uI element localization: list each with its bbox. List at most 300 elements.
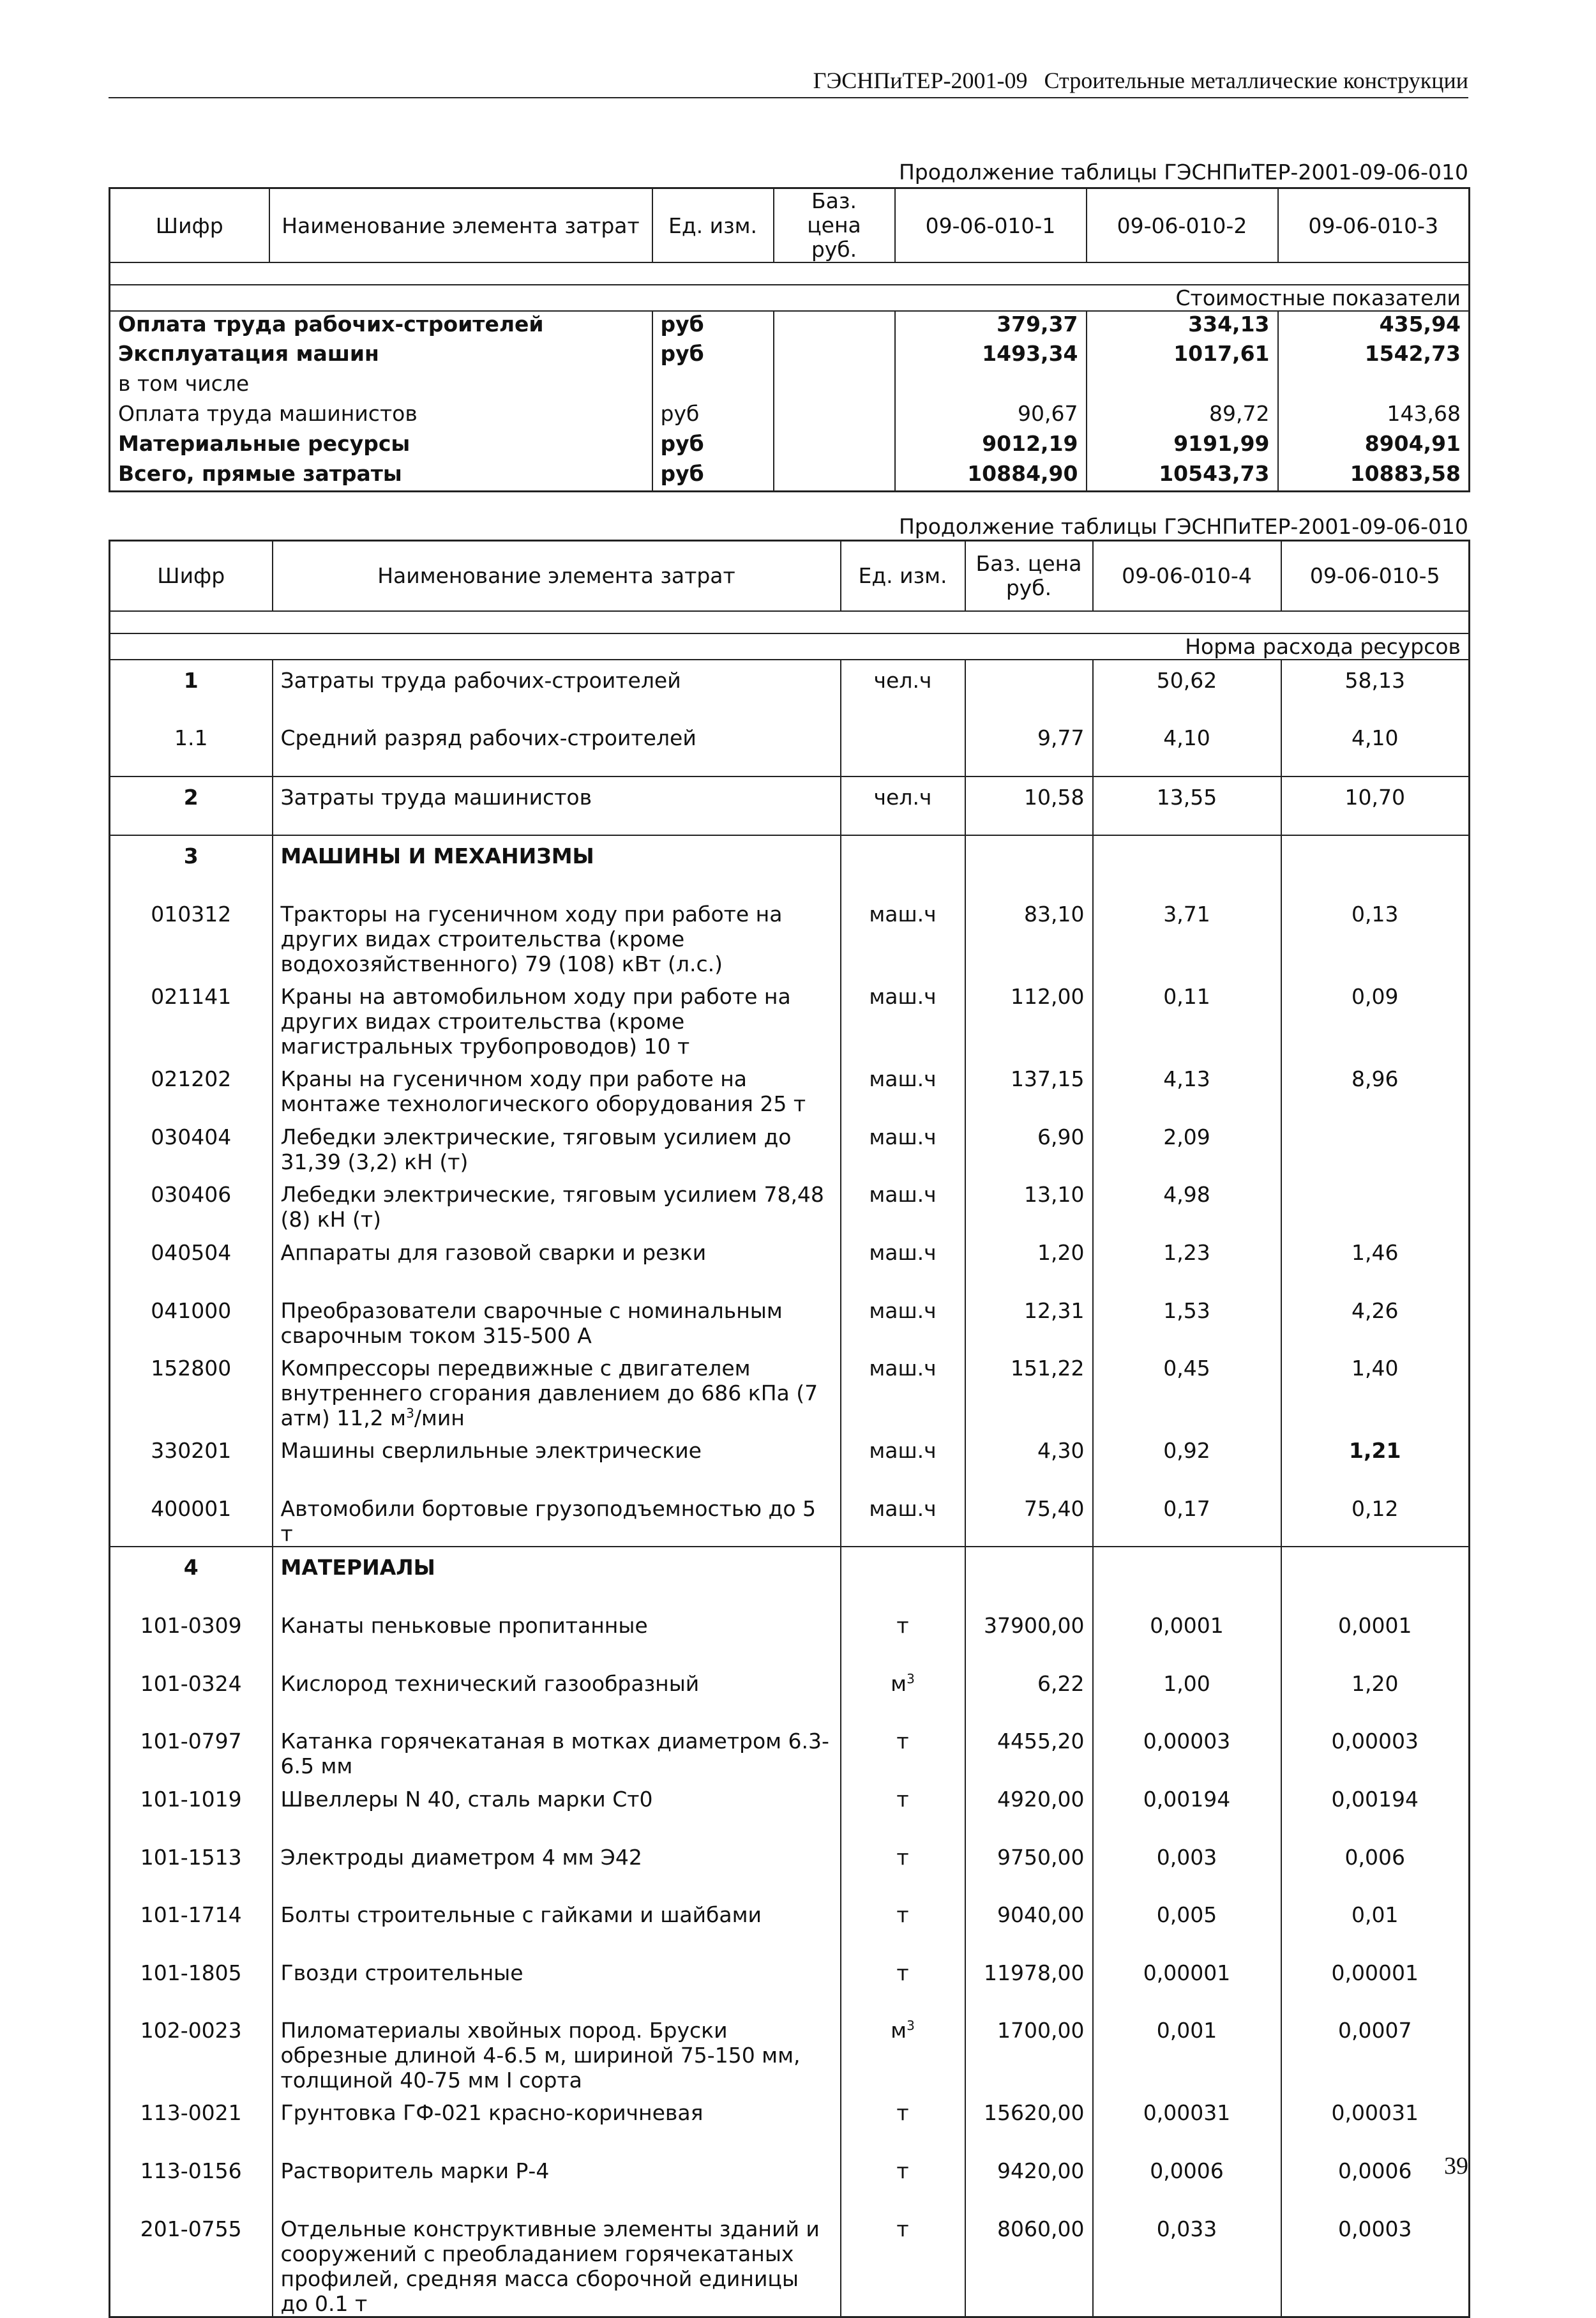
row-unit bbox=[841, 1291, 965, 1349]
row-price bbox=[774, 401, 895, 431]
row-name-text: Затраты труда машинистов bbox=[280, 784, 592, 810]
row-name bbox=[273, 835, 841, 894]
row-name bbox=[273, 2151, 841, 2209]
row-name-text: Краны на гусеничном ходу при работе на монтаже технологического оборудования 25 т bbox=[280, 1066, 806, 1116]
row-unit bbox=[652, 371, 774, 401]
row-name-tail: /мин bbox=[414, 1405, 465, 1431]
row-name-text: Отдельные конструктивные элементы зданий и сооружений с преобладанием горячекатаных профилей, средняя масса сборочной единицы до 0.1 т bbox=[280, 2216, 820, 2316]
row-unit bbox=[841, 776, 965, 836]
row-unit: руб bbox=[652, 341, 774, 371]
row-code: 101-0324 bbox=[140, 1670, 242, 1696]
row-value: 8,96 bbox=[1281, 1059, 1470, 1117]
row-value: 0,00194 bbox=[1281, 1779, 1470, 1837]
row-name-text: Преобразователи сварочные с номинальным сварочным током 315-500 А bbox=[280, 1298, 783, 1348]
row-name bbox=[273, 2209, 841, 2317]
row-value: 0,45 bbox=[1093, 1348, 1281, 1430]
row-name bbox=[273, 976, 841, 1059]
row-unit-text: т bbox=[896, 1844, 909, 1870]
row-code: 1 bbox=[183, 667, 199, 693]
row-unit-text: т bbox=[896, 1786, 909, 1812]
row-price bbox=[774, 371, 895, 401]
row-price: 112,00 bbox=[965, 976, 1093, 1059]
row-value: 0,033 bbox=[1093, 2209, 1281, 2317]
row-value: 1,23 bbox=[1093, 1232, 1281, 1291]
table-row bbox=[110, 1232, 1470, 1291]
row-name: Оплата труда рабочих-строителей bbox=[118, 312, 544, 337]
row-name bbox=[273, 1779, 841, 1837]
row-code: 030406 bbox=[151, 1182, 232, 1208]
row-value bbox=[895, 371, 1087, 401]
row-price: 137,15 bbox=[965, 1059, 1093, 1117]
row-code: 040504 bbox=[151, 1239, 232, 1265]
row-unit bbox=[841, 1430, 965, 1489]
row-name-text: Автомобили бортовые грузоподъемностью до 5 т bbox=[280, 1496, 817, 1546]
superscript: 3 bbox=[406, 1405, 414, 1421]
row-price: 75,40 bbox=[965, 1489, 1093, 1547]
row-name-text: Затраты труда рабочих-строителей bbox=[280, 667, 681, 693]
row-name-text: Гвозди строительные bbox=[280, 1960, 523, 1985]
table1-caption: Продолжение таблицы ГЭСНПиТЕР-2001-09-06-010 bbox=[898, 160, 1468, 185]
row-value: 0,00001 bbox=[1281, 1953, 1470, 2011]
row-name bbox=[273, 1837, 841, 1895]
row-price: 4455,20 bbox=[965, 1721, 1093, 1779]
row-code: 010312 bbox=[151, 902, 232, 927]
row-unit bbox=[841, 1663, 965, 1722]
row-unit-text: чел.ч bbox=[873, 784, 932, 810]
table-row bbox=[110, 718, 1470, 776]
row-value: 10543,73 bbox=[1087, 461, 1278, 491]
table-row bbox=[110, 1663, 1470, 1722]
row-code: 330201 bbox=[151, 1438, 232, 1464]
row-unit bbox=[841, 1605, 965, 1663]
row-value: 0,00031 bbox=[1281, 2093, 1470, 2151]
row-code: 1.1 bbox=[174, 725, 208, 751]
row-name-text: Растворитель марки Р-4 bbox=[280, 2158, 550, 2183]
row-code: 101-1714 bbox=[140, 1902, 242, 1928]
row-code: 041000 bbox=[151, 1298, 232, 1323]
row-unit bbox=[841, 1174, 965, 1232]
row-name bbox=[273, 1174, 841, 1232]
row-name bbox=[273, 776, 841, 836]
row-value: 2,09 bbox=[1093, 1117, 1281, 1175]
row-price: 1700,00 bbox=[965, 2010, 1093, 2093]
row-price: 13,10 bbox=[965, 1174, 1093, 1232]
row-name bbox=[273, 1953, 841, 2011]
row-unit bbox=[841, 718, 965, 776]
row-price: 15620,00 bbox=[965, 2093, 1093, 2151]
row-value: 0,11 bbox=[1093, 976, 1281, 1059]
row-name bbox=[273, 1605, 841, 1663]
row-unit bbox=[841, 1779, 965, 1837]
row-value: 4,10 bbox=[1281, 718, 1470, 776]
row-name bbox=[273, 1117, 841, 1175]
row-unit bbox=[841, 1721, 965, 1779]
row-unit-text: м bbox=[891, 1670, 907, 1696]
row-value: 13,55 bbox=[1093, 776, 1281, 836]
row-name-text: Компрессоры передвижные с двигателем внутреннего сгорания давлением до 686 кПа (7 атм) 11,2 м bbox=[280, 1356, 818, 1431]
row-value: 0,001 bbox=[1093, 2010, 1281, 2093]
row-value: 1,53 bbox=[1093, 1291, 1281, 1349]
row-name-text: Кислород технический газообразный bbox=[280, 1670, 700, 1696]
row-name bbox=[273, 718, 841, 776]
page-number: 39 bbox=[1444, 2153, 1468, 2179]
row-value: 10,70 bbox=[1281, 776, 1470, 836]
row-value: 1493,34 bbox=[895, 341, 1087, 371]
row-unit-text: т bbox=[896, 2216, 909, 2241]
unit-label: Стоимостные показатели bbox=[110, 285, 1470, 311]
row-value: 0,00194 bbox=[1093, 1779, 1281, 1837]
row-code: 113-0021 bbox=[140, 2100, 242, 2126]
row-price bbox=[774, 431, 895, 461]
row-value bbox=[1281, 835, 1470, 894]
row-price: 151,22 bbox=[965, 1348, 1093, 1430]
row-value: 435,94 bbox=[1278, 311, 1470, 341]
row-price bbox=[774, 311, 895, 341]
row-name-text: Болты строительные с гайками и шайбами bbox=[280, 1902, 762, 1928]
row-unit bbox=[841, 1837, 965, 1895]
table-row bbox=[110, 371, 1470, 401]
row-value: 58,13 bbox=[1281, 660, 1470, 718]
row-unit-text: маш.ч bbox=[869, 1438, 937, 1464]
row-value: 0,00001 bbox=[1093, 1953, 1281, 2011]
row-value: 0,00003 bbox=[1281, 1721, 1470, 1779]
row-unit-text: т bbox=[896, 2100, 909, 2126]
row-name bbox=[273, 660, 841, 718]
row-name-text: Лебедки электрические, тяговым усилием 78,48 (8) кН (т) bbox=[280, 1182, 824, 1232]
row-unit-text: маш.ч bbox=[869, 1182, 937, 1208]
row-unit: руб bbox=[652, 431, 774, 461]
row-unit-text: м bbox=[891, 2018, 907, 2043]
row-unit-text: маш.ч bbox=[869, 1124, 937, 1149]
table-row bbox=[110, 1895, 1470, 1953]
table-row bbox=[110, 1348, 1470, 1430]
row-code: 101-0309 bbox=[140, 1613, 242, 1638]
table-row bbox=[110, 1547, 1470, 1605]
row-price: 10,58 bbox=[965, 776, 1093, 836]
row-unit-text: маш.ч bbox=[869, 984, 937, 1009]
row-unit bbox=[841, 660, 965, 718]
row-value: 0,0003 bbox=[1281, 2209, 1470, 2317]
row-value bbox=[1093, 835, 1281, 894]
row-name bbox=[273, 1348, 841, 1430]
row-value: 0,00003 bbox=[1093, 1721, 1281, 1779]
row-value: 1,20 bbox=[1281, 1663, 1470, 1722]
row-unit bbox=[841, 835, 965, 894]
row-price bbox=[774, 341, 895, 371]
row-value bbox=[1093, 1547, 1281, 1605]
row-code: 102-0023 bbox=[140, 2018, 242, 2043]
table-row bbox=[110, 1291, 1470, 1349]
row-code: 400001 bbox=[151, 1496, 232, 1521]
row-value: 3,71 bbox=[1093, 894, 1281, 976]
table-row bbox=[110, 776, 1470, 836]
row-unit bbox=[841, 1232, 965, 1291]
header-code: ГЭСНПиТЕР-2001-09 bbox=[813, 68, 1028, 93]
row-price: 9750,00 bbox=[965, 1837, 1093, 1895]
table-row bbox=[110, 1489, 1470, 1547]
row-code: 113-0156 bbox=[140, 2158, 242, 2183]
row-value: 334,13 bbox=[1087, 311, 1278, 341]
row-unit-text: т bbox=[896, 1729, 909, 1754]
row-value: 0,12 bbox=[1281, 1489, 1470, 1547]
table-row bbox=[110, 1721, 1470, 1779]
row-unit-text: т bbox=[896, 2158, 909, 2183]
row-code: 021202 bbox=[151, 1066, 232, 1091]
row-price: 9420,00 bbox=[965, 2151, 1093, 2209]
row-name bbox=[273, 1291, 841, 1349]
resource-table bbox=[109, 540, 1470, 2318]
row-unit bbox=[841, 1489, 965, 1547]
row-name-text: Аппараты для газовой сварки и резки bbox=[280, 1239, 707, 1265]
table2-caption: Продолжение таблицы ГЭСНПиТЕР-2001-09-06-010 bbox=[898, 514, 1468, 539]
row-value: 0,0006 bbox=[1093, 2151, 1281, 2209]
row-price bbox=[774, 461, 895, 491]
row-unit bbox=[841, 2151, 965, 2209]
row-code: 030404 bbox=[151, 1124, 232, 1149]
row-code: 3 bbox=[110, 835, 273, 894]
row-unit bbox=[841, 1117, 965, 1175]
table-row bbox=[110, 1605, 1470, 1663]
page-header bbox=[109, 64, 1468, 98]
row-name bbox=[273, 1059, 841, 1117]
row-value: 90,67 bbox=[895, 401, 1087, 431]
row-value: 0,09 bbox=[1281, 976, 1470, 1059]
table-row bbox=[110, 894, 1470, 976]
row-unit-text: чел.ч bbox=[873, 667, 932, 693]
row-name bbox=[273, 1232, 841, 1291]
row-unit-text: маш.ч bbox=[869, 1298, 937, 1323]
row-unit-text: т bbox=[896, 1613, 909, 1638]
row-name: Всего, прямые затраты bbox=[118, 461, 402, 486]
row-code: 101-0797 bbox=[140, 1729, 242, 1754]
row-name bbox=[273, 1663, 841, 1722]
row-value: 0,0007 bbox=[1281, 2010, 1470, 2093]
row-unit: руб bbox=[652, 311, 774, 341]
table-row bbox=[110, 341, 1470, 371]
row-name-text: Средний разряд рабочих-строителей bbox=[280, 725, 696, 751]
row-value: 1542,73 bbox=[1278, 341, 1470, 371]
col-header: 09-06-010-5 bbox=[1281, 541, 1470, 611]
table-row bbox=[110, 1837, 1470, 1895]
row-unit-text: маш.ч bbox=[869, 1066, 937, 1091]
row-unit: руб bbox=[652, 461, 774, 491]
superscript: 3 bbox=[907, 2018, 915, 2034]
row-code: 4 bbox=[110, 1547, 273, 1605]
row-price bbox=[965, 660, 1093, 718]
row-unit: руб bbox=[652, 401, 774, 431]
row-unit bbox=[841, 2209, 965, 2317]
row-unit bbox=[841, 2093, 965, 2151]
row-code: 201-0755 bbox=[140, 2216, 242, 2241]
row-name bbox=[273, 1547, 841, 1605]
col-header: 09-06-010-4 bbox=[1093, 541, 1281, 611]
row-unit-text: маш.ч bbox=[869, 1356, 937, 1381]
col-header: Ед. изм. bbox=[841, 541, 965, 611]
col-header: Баз. цена руб. bbox=[774, 188, 895, 263]
row-code: 152800 bbox=[151, 1356, 232, 1381]
row-price: 8060,00 bbox=[965, 2209, 1093, 2317]
row-price: 12,31 bbox=[965, 1291, 1093, 1349]
row-value: 9012,19 bbox=[895, 431, 1087, 461]
row-name: Оплата труда машинистов bbox=[118, 401, 418, 426]
col-header: 09-06-010-3 bbox=[1278, 188, 1470, 263]
table-row bbox=[110, 1059, 1470, 1117]
row-value bbox=[1281, 1117, 1470, 1175]
row-name: в том числе bbox=[118, 371, 250, 396]
row-name: Эксплуатация машин bbox=[118, 341, 379, 366]
row-name bbox=[273, 1721, 841, 1779]
row-name-text: Пиломатериалы хвойных пород. Бруски обрезные длиной 4-6.5 м, шириной 75-150 мм, толщиной 40-75 мм I сорта bbox=[280, 2018, 801, 2093]
row-code: 2 bbox=[110, 776, 273, 836]
row-value: 0,17 bbox=[1093, 1489, 1281, 1547]
row-name-text: Катанка горячекатаная в мотках диаметром 6.3-6.5 мм bbox=[280, 1729, 829, 1779]
row-price: 11978,00 bbox=[965, 1953, 1093, 2011]
row-unit bbox=[841, 976, 965, 1059]
row-code: 101-1019 bbox=[140, 1786, 242, 1812]
row-unit-text: маш.ч bbox=[869, 902, 937, 927]
row-unit bbox=[841, 2010, 965, 2093]
row-value: 0,0001 bbox=[1093, 1605, 1281, 1663]
row-name-text: Электроды диаметром 4 мм Э42 bbox=[280, 1844, 642, 1870]
row-code: 101-1805 bbox=[140, 1960, 242, 1985]
row-value bbox=[1281, 1174, 1470, 1232]
row-name-text: Краны на автомобильном ходу при работе на других видах строительства (кроме магистральных трубопроводов) 10 т bbox=[280, 984, 791, 1059]
row-value: 0,003 bbox=[1093, 1837, 1281, 1895]
table-row bbox=[110, 431, 1470, 461]
row-name: Материальные ресурсы bbox=[118, 431, 410, 456]
row-value: 379,37 bbox=[895, 311, 1087, 341]
row-value: 4,98 bbox=[1093, 1174, 1281, 1232]
row-name bbox=[273, 1489, 841, 1547]
row-unit-text: маш.ч bbox=[869, 1496, 937, 1521]
row-value: 4,26 bbox=[1281, 1291, 1470, 1349]
row-value: 1,40 bbox=[1281, 1348, 1470, 1430]
row-value: 0,006 bbox=[1281, 1837, 1470, 1895]
row-unit bbox=[841, 1547, 965, 1605]
row-value bbox=[1281, 1547, 1470, 1605]
table-row bbox=[110, 976, 1470, 1059]
row-price: 1,20 bbox=[965, 1232, 1093, 1291]
row-unit-text: т bbox=[896, 1902, 909, 1928]
row-value: 1017,61 bbox=[1087, 341, 1278, 371]
row-value: 143,68 bbox=[1278, 401, 1470, 431]
col-header: 09-06-010-2 bbox=[1087, 188, 1278, 263]
row-name-text: МАТЕРИАЛЫ bbox=[280, 1555, 435, 1580]
row-name bbox=[273, 2093, 841, 2151]
row-value: 0,92 bbox=[1093, 1430, 1281, 1489]
row-value: 89,72 bbox=[1087, 401, 1278, 431]
col-header: Наименование элемента затрат bbox=[273, 541, 841, 611]
table-row bbox=[110, 1117, 1470, 1175]
row-unit bbox=[841, 1348, 965, 1430]
header-title: Строительные металлические конструкции bbox=[1044, 68, 1468, 93]
table-row bbox=[110, 461, 1470, 491]
table-row bbox=[110, 2209, 1470, 2317]
row-name bbox=[273, 1430, 841, 1489]
row-name-text: Лебедки электрические, тяговым усилием до 31,39 (3,2) кН (т) bbox=[280, 1124, 792, 1174]
row-name-text: Канаты пеньковые пропитанные bbox=[280, 1613, 648, 1638]
row-value: 0,00031 bbox=[1093, 2093, 1281, 2151]
row-value: 1,00 bbox=[1093, 1663, 1281, 1722]
row-value: 0,005 bbox=[1093, 1895, 1281, 1953]
table-row bbox=[110, 2093, 1470, 2151]
row-name bbox=[273, 2010, 841, 2093]
row-unit-text: маш.ч bbox=[869, 1239, 937, 1265]
row-price: 9,77 bbox=[965, 718, 1093, 776]
col-header: Шифр bbox=[110, 188, 269, 263]
row-price: 6,22 bbox=[965, 1663, 1093, 1722]
row-value: 10883,58 bbox=[1278, 461, 1470, 491]
row-unit bbox=[841, 894, 965, 976]
row-value: 10884,90 bbox=[895, 461, 1087, 491]
row-price bbox=[965, 1547, 1093, 1605]
table-row bbox=[110, 2010, 1470, 2093]
table-row bbox=[110, 1779, 1470, 1837]
row-value: 50,62 bbox=[1093, 660, 1281, 718]
row-unit-text: т bbox=[896, 1960, 909, 1985]
row-price: 4920,00 bbox=[965, 1779, 1093, 1837]
col-header: 09-06-010-1 bbox=[895, 188, 1087, 263]
row-unit bbox=[841, 1895, 965, 1953]
row-value bbox=[1278, 371, 1470, 401]
row-name-text: Машины сверлильные электрические bbox=[280, 1438, 702, 1464]
row-value: 1,21 bbox=[1281, 1430, 1470, 1489]
row-value: 0,0006 bbox=[1281, 2151, 1470, 2209]
table-row bbox=[110, 311, 1470, 341]
row-value: 0,01 bbox=[1281, 1895, 1470, 1953]
unit-label: Норма расхода ресурсов bbox=[110, 633, 1470, 660]
row-price: 83,10 bbox=[965, 894, 1093, 976]
row-price: 9040,00 bbox=[965, 1895, 1093, 1953]
row-name bbox=[273, 894, 841, 976]
table-row bbox=[110, 1430, 1470, 1489]
table-row bbox=[110, 1174, 1470, 1232]
row-price: 37900,00 bbox=[965, 1605, 1093, 1663]
row-name-text: Швеллеры N 40, сталь марки Ст0 bbox=[280, 1786, 653, 1812]
row-name bbox=[273, 1895, 841, 1953]
row-value: 1,46 bbox=[1281, 1232, 1470, 1291]
row-name-text: МАШИНЫ И МЕХАНИЗМЫ bbox=[280, 844, 594, 869]
row-value: 8904,91 bbox=[1278, 431, 1470, 461]
table-row bbox=[110, 2151, 1470, 2209]
superscript: 3 bbox=[907, 1670, 915, 1686]
col-header: Баз. цена руб. bbox=[965, 541, 1093, 611]
row-value bbox=[1087, 371, 1278, 401]
row-value: 0,0001 bbox=[1281, 1605, 1470, 1663]
col-header: Наименование элемента затрат bbox=[269, 188, 652, 263]
row-value: 9191,99 bbox=[1087, 431, 1278, 461]
row-price: 6,90 bbox=[965, 1117, 1093, 1175]
row-name-text: Грунтовка ГФ-021 красно-коричневая bbox=[280, 2100, 704, 2126]
row-unit bbox=[841, 1953, 965, 2011]
col-header: Ед. изм. bbox=[652, 188, 774, 263]
row-code: 101-1513 bbox=[140, 1844, 242, 1870]
row-price bbox=[965, 835, 1093, 894]
table-row bbox=[110, 660, 1470, 718]
cost-table bbox=[109, 187, 1470, 492]
table-row bbox=[110, 835, 1470, 894]
col-header: Шифр bbox=[110, 541, 273, 611]
row-unit bbox=[841, 1059, 965, 1117]
row-value: 4,13 bbox=[1093, 1059, 1281, 1117]
row-value: 4,10 bbox=[1093, 718, 1281, 776]
row-price: 4,30 bbox=[965, 1430, 1093, 1489]
table-row bbox=[110, 1953, 1470, 2011]
table-row bbox=[110, 401, 1470, 431]
row-name-text: Тракторы на гусеничном ходу при работе на других видах строительства (кроме водохозяйственного) 79 (108) кВт (л.с.) bbox=[280, 902, 783, 976]
row-value: 0,13 bbox=[1281, 894, 1470, 976]
row-code: 021141 bbox=[151, 984, 232, 1009]
